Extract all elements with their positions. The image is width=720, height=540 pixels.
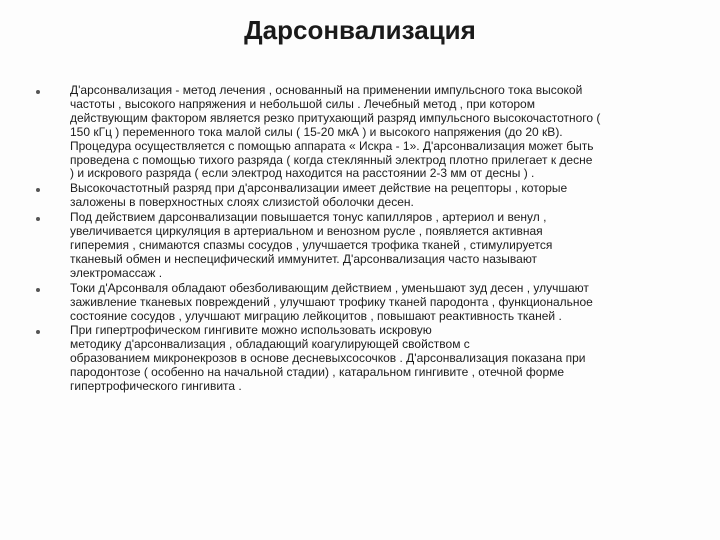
bullet-text: Высокочастотный разряд при д'арсонвализации имеет действие на рецепторы , которые заложены в поверхностных слоях слизистой оболочки десен. [70, 181, 568, 210]
bullet-dot-icon [36, 90, 40, 94]
bullet-dot-icon [36, 217, 40, 221]
bullet-dot-icon [36, 330, 40, 334]
bullet-item [36, 182, 686, 210]
slide-title: Дарсонвализация [244, 15, 476, 45]
bullet-text: При гипертрофическом гингивите можно использовать искровую методику д'арсонвализация , обладающий коагулирующей свойством с образованием микронекрозов в основе десневыхсосочков . Д'арсонвализация показана при пародонтозе ( особенно на начальной стадии) , катаральном гингивите , отечной форме гипертрофического гингивита . [70, 323, 586, 394]
bullet-dot-icon [36, 188, 40, 192]
bullet-item [36, 84, 686, 181]
bullet-item [36, 282, 686, 324]
bullet-item [36, 211, 686, 281]
bullet-text: Д'арсонвализация - метод лечения , основанный на применении импульсного тока высокой частоты , высокого напряжения и небольшой силы . Лечебный метод , при котором действующим фактором является резко притухающий разряд импульсного высокочастотного ( 150 кГц ) переменного тока малой силы ( 15-20 мкА ) и высокого напряжения (до 20 кВ). Процедура осуществляется с помощью аппарата « Искра - 1». Д'арсонвализация может быть проведена с помощью тихого разряда ( когда стеклянный электрод плотно прилегает к десне ) и искрового разряда ( если электрод находится на расстоянии 2-3 мм от десны ) . [70, 83, 601, 181]
bullet-text: Токи д'Арсонваля обладают обезболивающим действием , уменьшают зуд десен , улучшают заживление тканевых повреждений , улучшают трофику тканей пародонта , функциональное состояние сосудов , улучшают миграцию лейкоцитов , повышают реактивность тканей . [70, 280, 593, 323]
bullet-dot-icon [36, 288, 40, 292]
bullet-text: Под действием дарсонвализации повышается тонус капилляров , артериол и венул , увеличивается циркуляция в артериальном и венозном русле , появляется активная гиперемия , снимаются спазмы сосудов , улучшается трофика тканей , стимулируется тканевый обмен и неспецифический иммунитет. Д'арсонвализация часто называют электромассаж . [70, 210, 553, 280]
bullet-item [36, 324, 686, 394]
bullet-list [36, 84, 686, 395]
